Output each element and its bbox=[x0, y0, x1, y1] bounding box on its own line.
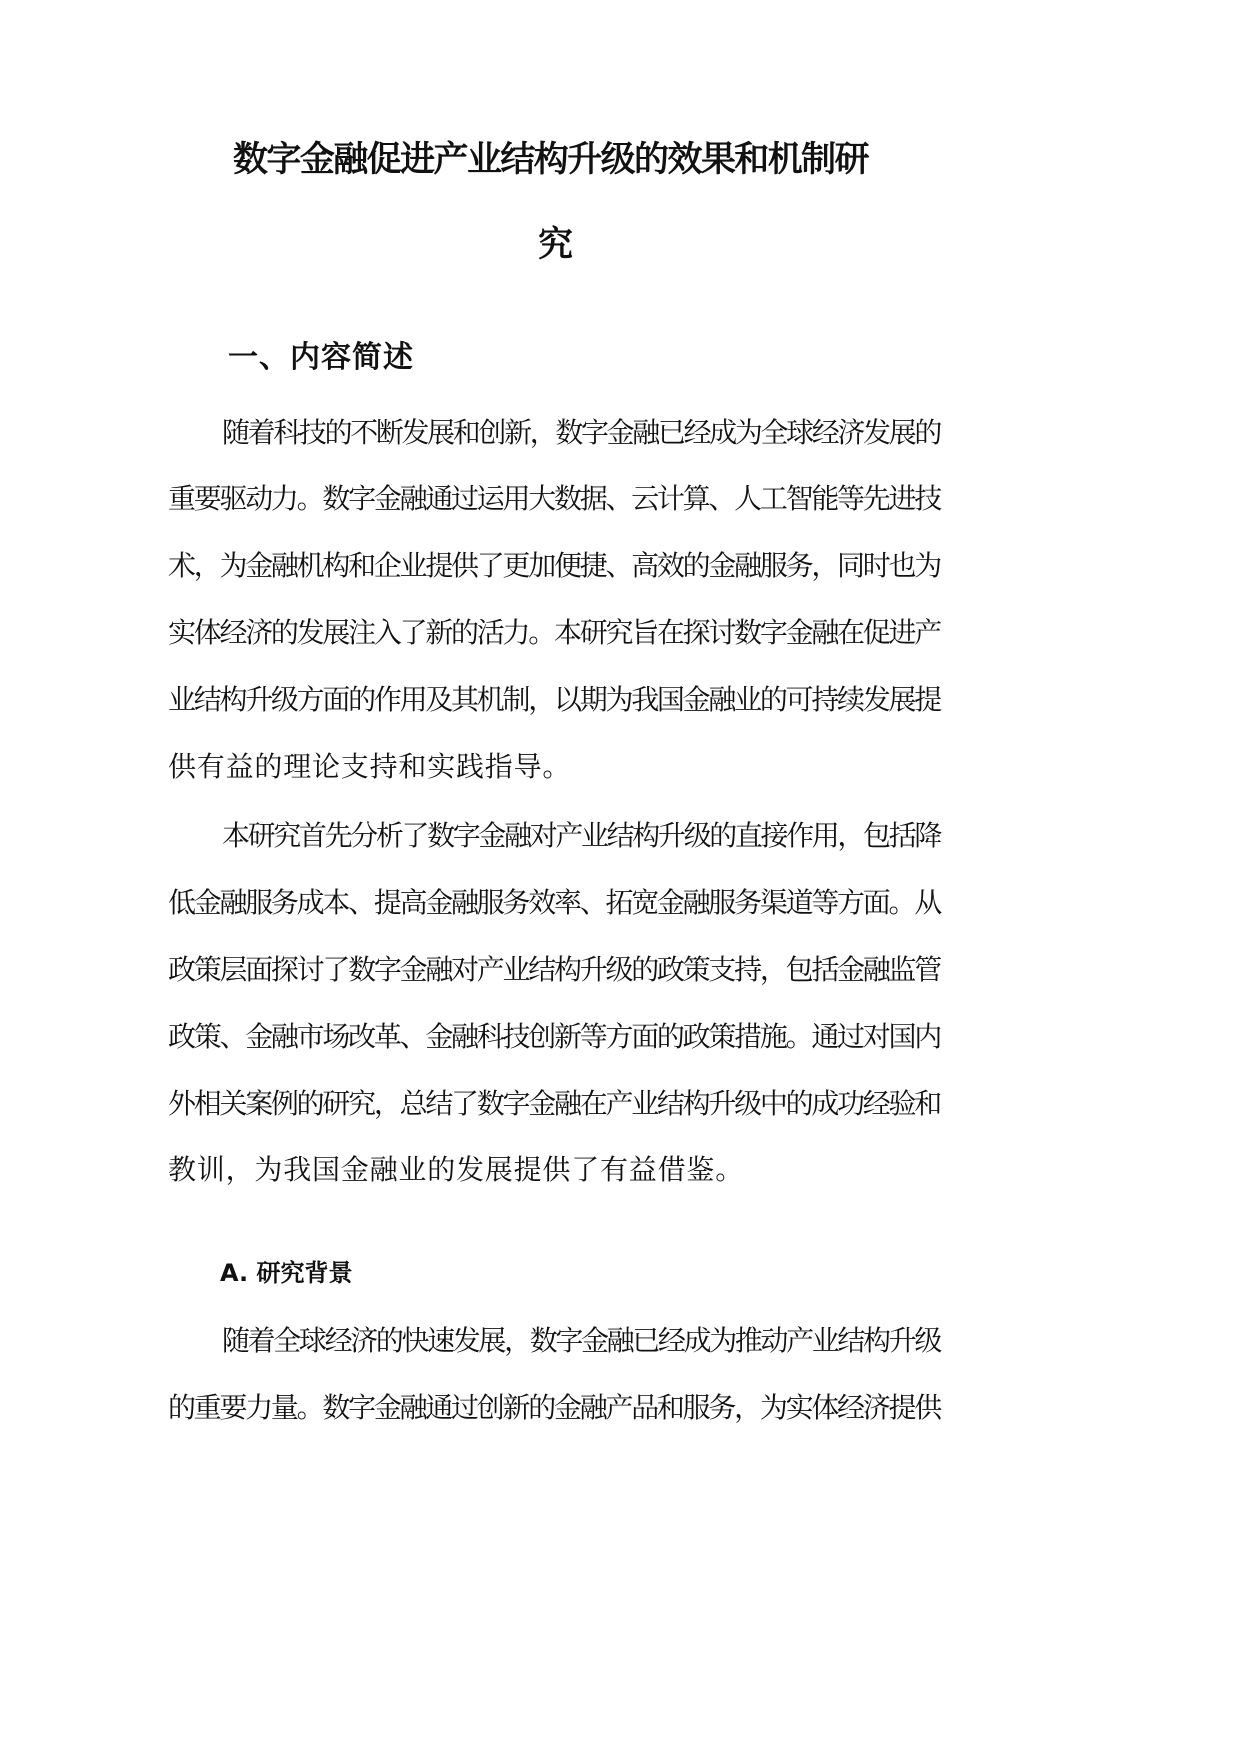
paragraph-2-line-5: 外相关案例的研究，总结了数字金融在产业结构升级中的成功经验和 bbox=[168, 1087, 940, 1120]
paragraph-2-line-1: 本研究首先分析了数字金融对产业结构升级的直接作用，包括降 bbox=[222, 819, 940, 852]
paragraph-2-line-4: 政策、金融市场改革、金融科技创新等方面的政策措施。通过对国内 bbox=[168, 1020, 940, 1053]
paragraph-1-line-1: 随着科技的不断发展和创新，数字金融已经成为全球经济发展的 bbox=[222, 416, 940, 449]
paragraph-1-line-2: 重要驱动力。数字金融通过运用大数据、云计算、人工智能等先进技 bbox=[168, 482, 940, 515]
paragraph-2-line-3: 政策层面探讨了数字金融对产业结构升级的政策支持，包括金融监管 bbox=[168, 953, 940, 986]
paragraph-1-line-4: 实体经济的发展注入了新的活力。本研究旨在探讨数字金融在促进产 bbox=[168, 616, 940, 649]
paragraph-1-line-6: 供有益的理论支持和实践指导。 bbox=[168, 750, 572, 783]
paragraph-1-line-5: 业结构升级方面的作用及其机制，以期为我国金融业的可持续发展提 bbox=[168, 683, 940, 716]
paragraph-3-line-2: 的重要力量。数字金融通过创新的金融产品和服务，为实体经济提供 bbox=[168, 1391, 940, 1424]
subsection-heading: A. 研究背景 bbox=[220, 1259, 353, 1287]
paragraph-3-line-1: 随着全球经济的快速发展，数字金融已经成为推动产业结构升级 bbox=[222, 1324, 940, 1357]
section-heading: 一、内容简述 bbox=[228, 340, 414, 375]
document-title-line-1: 数字金融促进产业结构升级的效果和机制研 bbox=[233, 140, 868, 180]
paragraph-2-line-6: 教训，为我国金融业的发展提供了有益借鉴。 bbox=[168, 1153, 745, 1186]
document-title-line-2: 究 bbox=[538, 225, 575, 265]
paragraph-1-line-3: 术，为金融机构和企业提供了更加便捷、高效的金融服务，同时也为 bbox=[168, 549, 940, 582]
paragraph-2-line-2: 低金融服务成本、提高金融服务效率、拓宽金融服务渠道等方面。从 bbox=[168, 886, 940, 919]
